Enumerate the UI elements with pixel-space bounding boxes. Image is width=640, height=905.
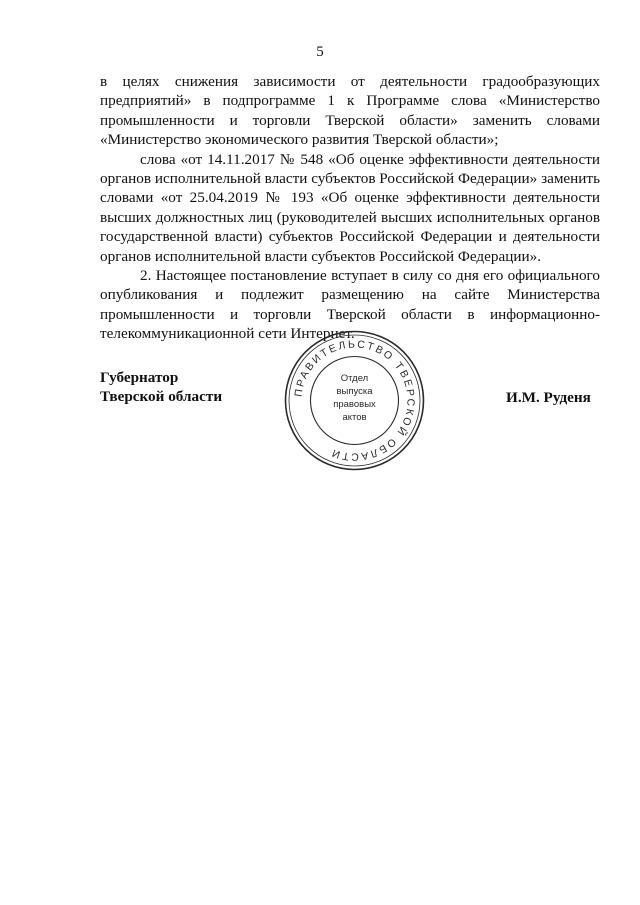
seal-inner-line-1: Отдел xyxy=(340,373,369,384)
seal-inner-line-4: актов xyxy=(342,412,367,423)
seal-ring-text: ПРАВИТЕЛЬСТВО ТВЕРСКОЙ ОБЛАСТИ xyxy=(292,338,417,463)
paragraph-2: слова «от 14.11.2017 № 548 «Об оценке эффективности деятельности органов исполнительной власти субъектов Российской Федерации» заменить словами «от 25.04.2019 № 193 «Об оценке эффективности деятельности высших должностных лиц (руководителей высших исполнительных органов государственной власти) субъектов Российской Федерации и деятельности органов исполнительной власти субъектов Российской Федерации». xyxy=(100,150,600,265)
signatory-title xyxy=(100,368,222,407)
signatory-title-line-2: Тверской области xyxy=(100,388,223,406)
seal-inner-line-2: выпуска xyxy=(336,386,373,397)
official-seal-stamp xyxy=(283,329,426,472)
paragraph-1: в целях снижения зависимости от деятельности градообразующих предприятий» в подпрограмме 1 к Программе слова «Министерство промышленности и торговли Тверской области» заменить словами «Министерство экономического развития Тверской области»; xyxy=(100,73,600,149)
document-body xyxy=(100,72,600,344)
signatory-title-line-1: Губернатор xyxy=(100,369,179,386)
signatory-name: И.М. Руденя xyxy=(506,389,591,406)
paragraph-3: 2. Настоящее постановление вступает в силу со дня его официального опубликования и подлежит размещению на сайте Министерства промышленности и торговли Тверской области в информационно-телекоммуникационной сети Интернет. xyxy=(100,267,600,343)
seal-inner-line-3: правовых xyxy=(333,399,376,410)
page-number: 5 xyxy=(316,44,324,60)
